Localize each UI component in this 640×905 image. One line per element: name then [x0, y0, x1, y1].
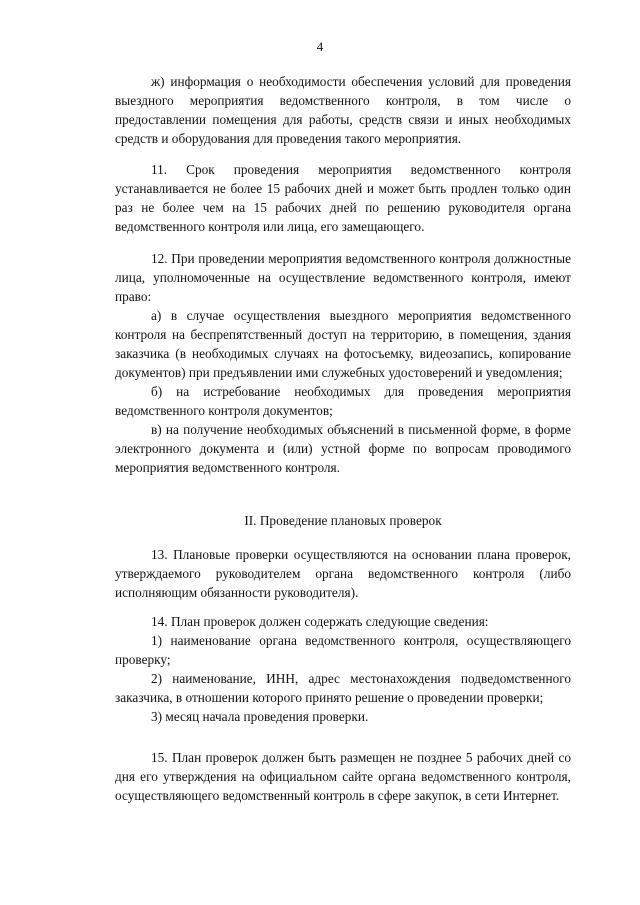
- paragraph-text: 15. План проверок должен быть размещен не позднее 5 рабочих дней со дня его утверждения на официальном сайте органа ведомственного контроля, осуществляющего ведомственный контроль в сфере закупок, в сети Интернет.: [115, 750, 571, 803]
- paragraph-14-item-1: 1) наименование органа ведомственного контроля, осуществляющего проверку;: [115, 633, 571, 667]
- paragraph-13: [115, 545, 571, 602]
- paragraph-12-b: б) на истребование необходимых для проведения мероприятия ведомственного контроля документов;: [115, 384, 571, 418]
- paragraph-text: 13. Плановые проверки осуществляются на основании плана проверок, утверждаемого руководителем органа ведомственного контроля (либо исполняющим обязанности руководителя).: [115, 547, 571, 600]
- paragraph-12-a: а) в случае осуществления выездного мероприятия ведомственного контроля на беспрепятственный доступ на территорию, в помещения, здания заказчика (в необходимых случаях на фотосъемку, видеозапись, копирование документов) при предъявлении ими служебных удостоверений и уведомления;: [115, 308, 571, 380]
- paragraph-text: ж) информация о необходимости обеспечения условий для проведения выездного мероприятия ведомственного контроля, в том числе о предоставлении помещения для работы, средств связи и иных необходимых средств и оборудования для проведения такого мероприятия.: [115, 74, 571, 146]
- paragraph-12: [115, 249, 571, 477]
- paragraph-15: [115, 748, 571, 805]
- paragraph-14: [115, 612, 571, 726]
- paragraph-14-item-2: 2) наименование, ИНН, адрес местонахождения подведомственного заказчика, в отношении которого принято решение о проведении проверки;: [115, 671, 571, 705]
- paragraph-14-item-3: 3) месяц начала проведения проверки.: [151, 709, 369, 724]
- paragraph-12-v: в) на получение необходимых объяснений в письменной форме, в форме электронного документа и (или) устной форме по вопросам проводимого мероприятия ведомственного контроля.: [115, 422, 571, 475]
- paragraph-text: 11. Срок проведения мероприятия ведомственного контроля устанавливается не более 15 рабочих дней и может быть продлен только один раз не более чем на 15 рабочих дней по решению руководителя органа ведомственного контроля или лица, его замещающего.: [115, 162, 571, 234]
- paragraph-11: [115, 160, 571, 236]
- section-heading: II. Проведение плановых проверок: [244, 513, 442, 528]
- paragraph-14-intro: 14. План проверок должен содержать следующие сведения:: [151, 614, 489, 629]
- paragraph-zh: [115, 72, 571, 148]
- page-number: 4: [316, 39, 324, 54]
- paragraph-12-intro: 12. При проведении мероприятия ведомственного контроля должностные лица, уполномоченные на осуществление ведомственного контроля, имеют право:: [115, 251, 571, 304]
